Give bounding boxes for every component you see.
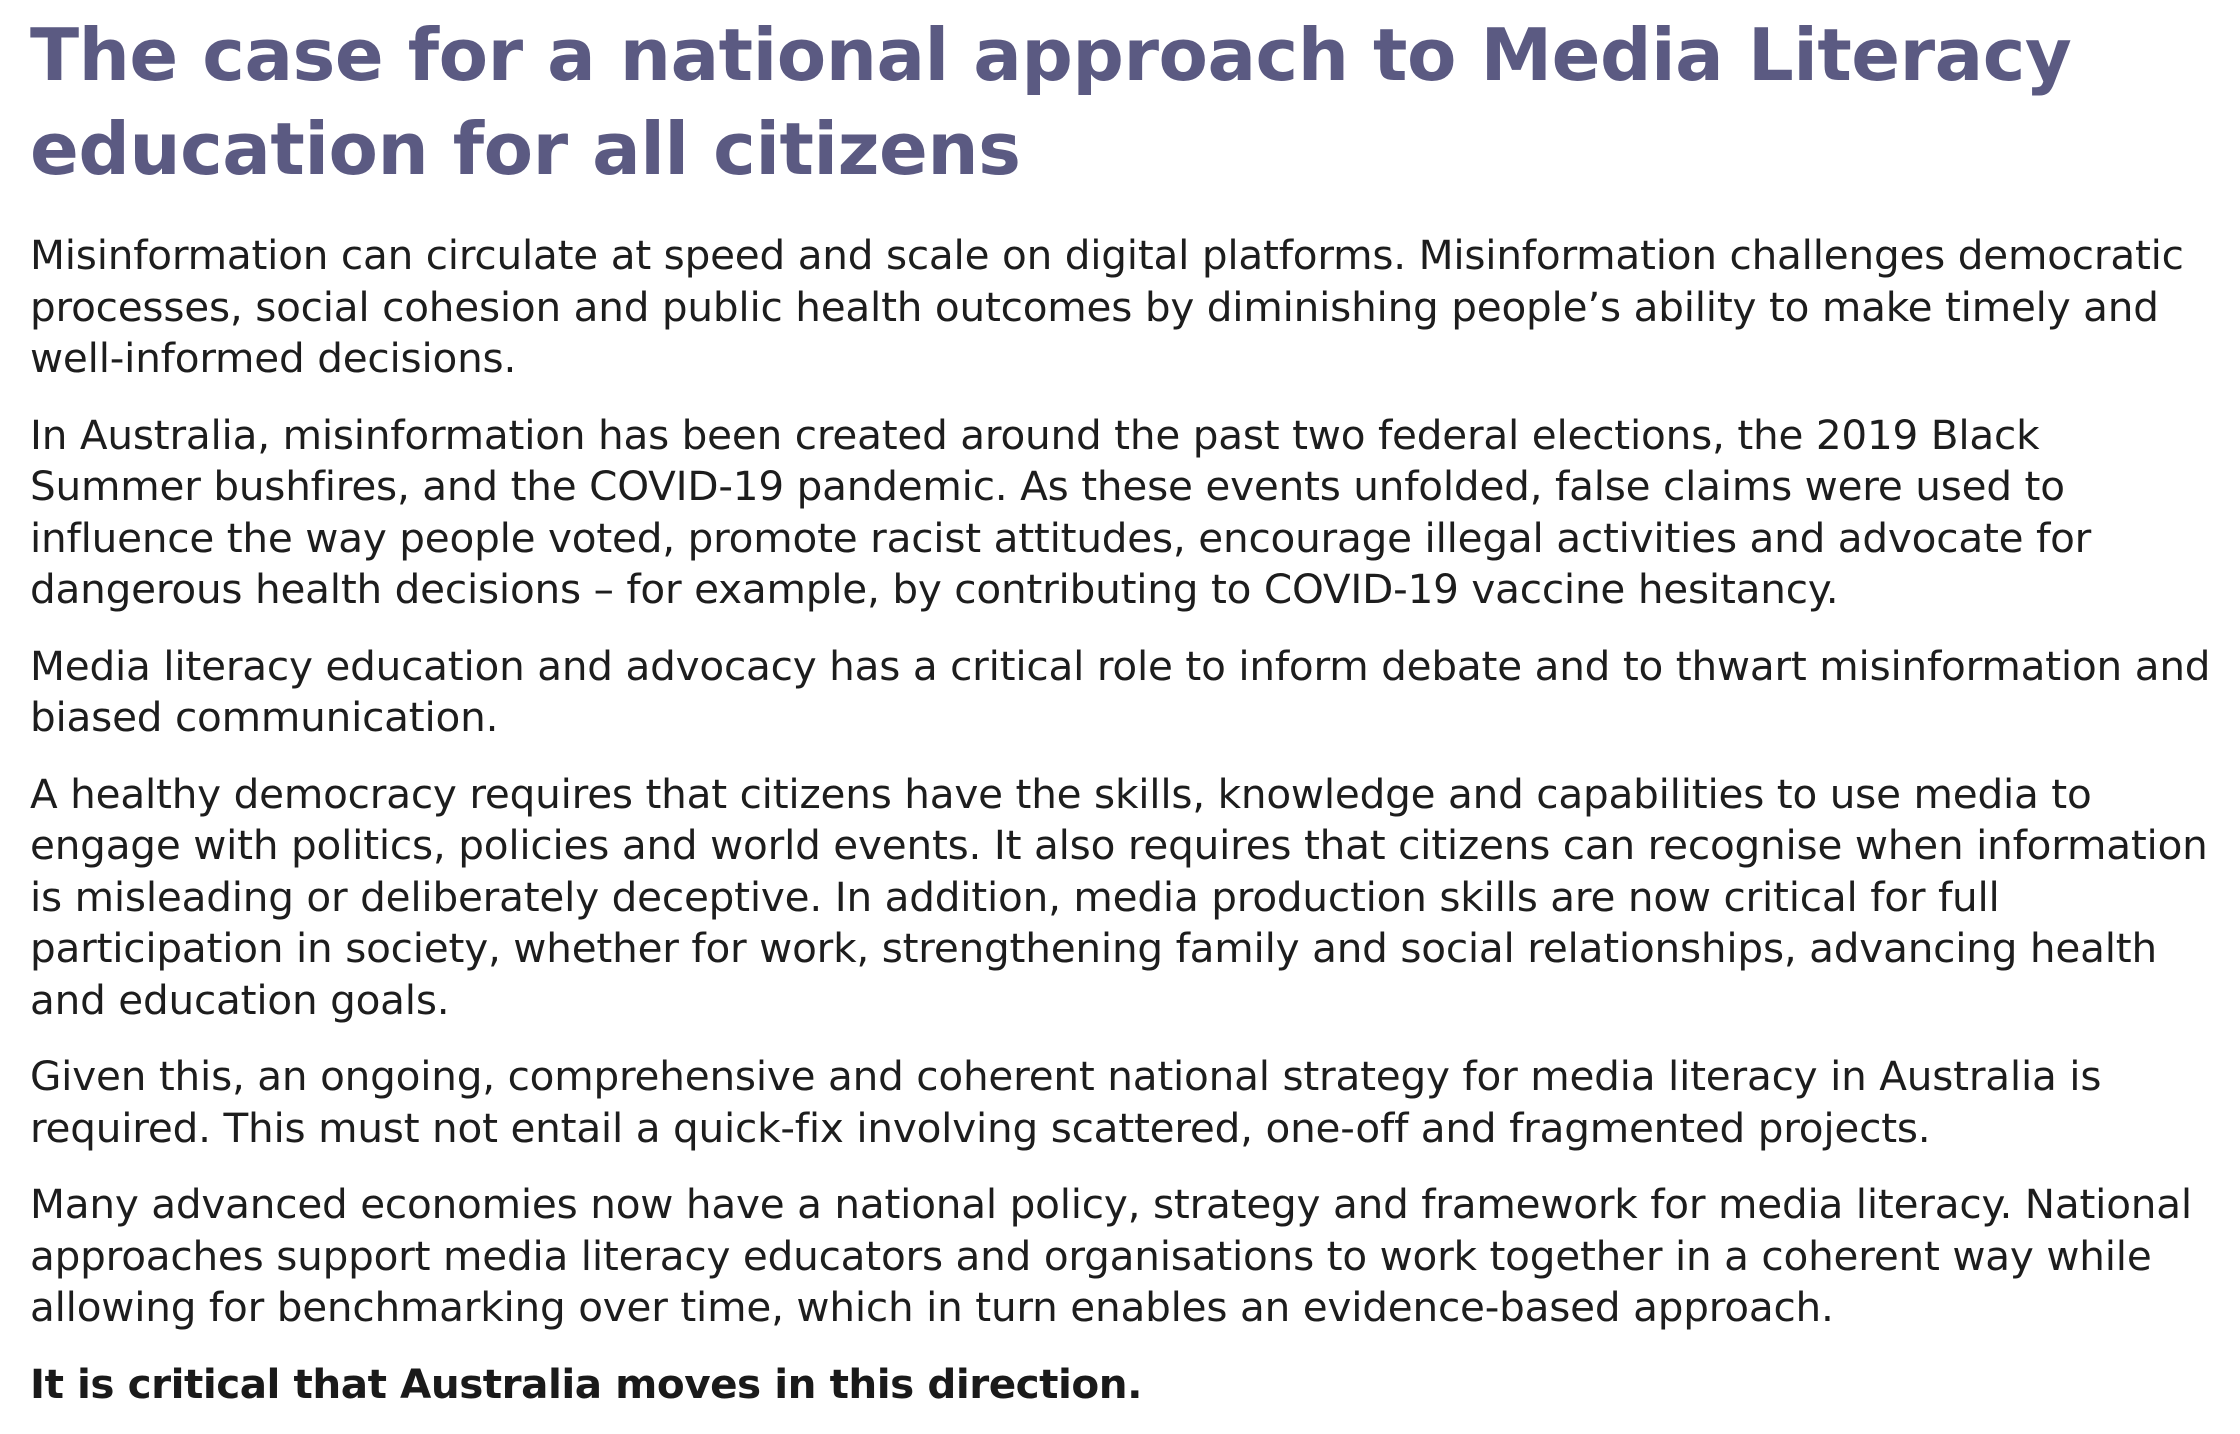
paragraph-australia-events: In Australia, misinformation has been created around the past two federal elections, the 2019 Black Summer bushfires, and the COVID-19 pandemic. As these events unfolded, false claims were used to influence the way people voted, promote racist attitudes, encourage illegal activities and advocate for dangerous health decisions – for example, by contributing to COVID-19 vaccine hesitancy. [30,410,2092,613]
paragraph-conclusion: It is critical that Australia moves in this direction. [30,1359,1142,1408]
paragraph-advanced-economies: Many advanced economies now have a national policy, strategy and framework for media literacy. National approaches support media literacy educators and organisations to work together in a coherent way while allowing for benchmarking over time, which in turn enables an evidence-based approach. [30,1180,2192,1331]
paragraph-media-literacy-role: Media literacy education and advocacy has a critical role to inform debate and to thwart misinformation and biased communication. [30,641,2211,741]
paragraph-healthy-democracy: A healthy democracy requires that citizens have the skills, knowledge and capabilities to use media to engage with politics, policies and world events. It also requires that citizens can recognise when information is misleading or deliberately deceptive. In addition, media production skills are now critical for full participation in society, whether for work, strengthening family and social relationships, advancing health and education goals. [30,769,2208,1024]
paragraph-misinformation-intro: Misinformation can circulate at speed and scale on digital platforms. Misinformation challenges democratic processes, social cohesion and public health outcomes by diminishing people’s ability to make timely and well-informed decisions. [30,231,2184,382]
page-title: The case for a national approach to Media Literacy education for all citizens [30,13,2072,191]
paragraph-national-strategy: Given this, an ongoing, comprehensive and coherent national strategy for media literacy in Australia is required. This must not entail a quick-fix involving scattered, one-off and fragmented projects. [30,1052,2102,1152]
document-page [30,0,2220,1434]
document-body [30,230,2220,1410]
